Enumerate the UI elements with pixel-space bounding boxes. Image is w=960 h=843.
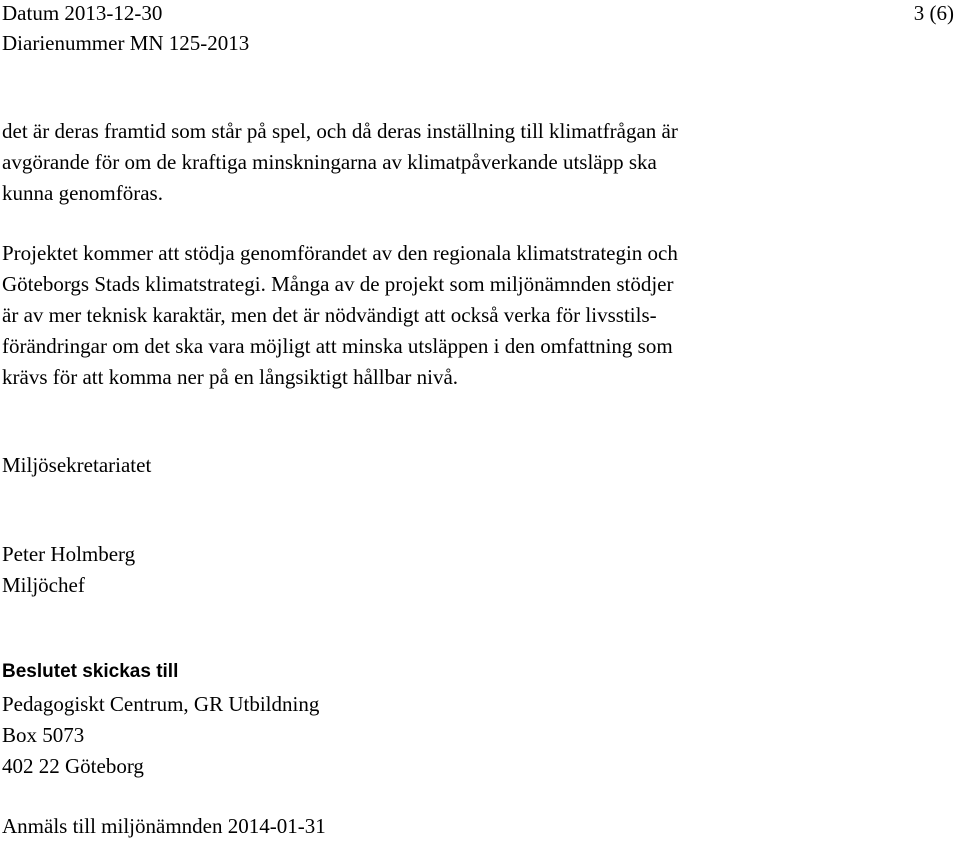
signer-title: Miljöchef [2,573,85,597]
address-line: Box 5073 [2,723,85,747]
text-line: Projektet kommer att stödja genomförandet av den regionala klimatstrategin och [2,241,678,265]
page-number: 3 (6) [913,1,954,25]
text-line: kunna genomföras. [2,181,163,205]
text-line: förändringar om det ska vara möjligt att minska utsläppen i den omfattning som [2,334,673,358]
text-line: Göteborgs Stads klimatstrategi. Många av de projekt som miljönämnden stödjer [2,272,674,296]
text-line: krävs för att komma ner på en långsiktigt hållbar nivå. [2,365,459,389]
text-line: det är deras framtid som står på spel, och då deras inställning till klimatfrågan är [2,119,678,143]
distribution-heading: Beslutet skickas till [2,661,179,682]
text-line: avgörande för om de kraftiga minskningarna av klimatpåverkande utsläpp ska [2,150,657,174]
address-line: Pedagogiskt Centrum, GR Utbildning [2,692,320,716]
address-line: 402 22 Göteborg [2,754,144,778]
diary-number: Diarienummer MN 125-2013 [2,31,250,55]
text-line: är av mer teknisk karaktär, men det är nödvändigt att också verka för livsstils- [2,303,657,327]
department: Miljösekretariatet [2,453,152,477]
signer-name: Peter Holmberg [2,542,136,566]
document-date: Datum 2013-12-30 [2,1,163,25]
footer-note: Anmäls till miljönämnden 2014-01-31 [2,814,326,838]
